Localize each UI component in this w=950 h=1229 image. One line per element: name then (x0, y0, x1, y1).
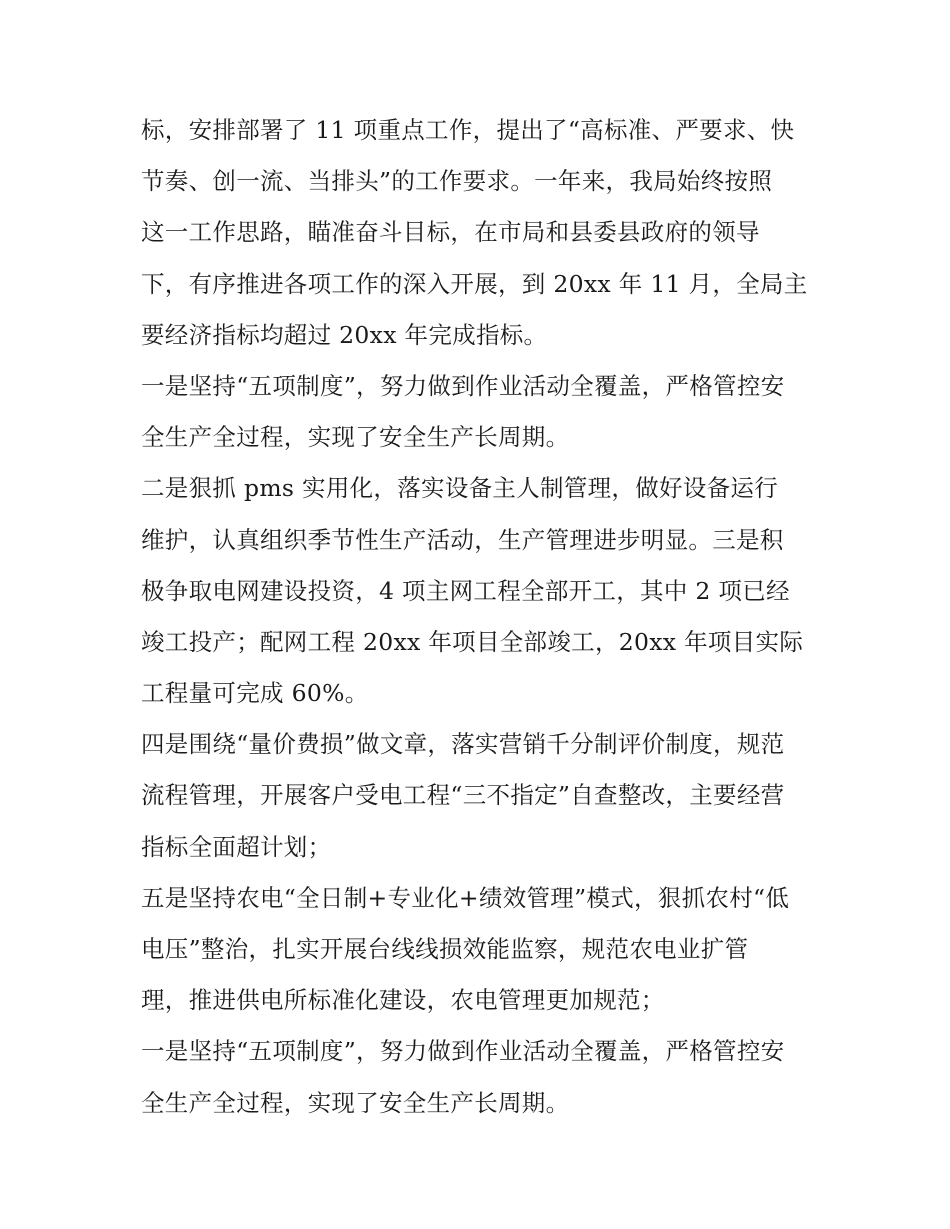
text-line: 一是坚持“五项制度”，努力做到作业活动全覆盖，严格管控安 (141, 1037, 785, 1066)
text-line: 全生产全过程，实现了安全生产长周期。 (141, 423, 570, 452)
text-line: 二是狠抓 pms 实用化，落实设备主人制管理，做好设备运行 (141, 474, 779, 503)
text-line: 一是坚持“五项制度”，努力做到作业活动全覆盖，严格管控安 (141, 371, 785, 400)
text-line: 下，有序推进各项工作的深入开展，到 20xx 年 11 月，全局主 (141, 269, 808, 298)
text-line: 极争取电网建设投资，4 项主网工程全部开工，其中 2 项已经 (141, 576, 790, 605)
text-line: 这一工作思路，瞄准奋斗目标，在市局和县委县政府的领导 (141, 218, 760, 247)
text-line: 流程管理，开展客户受电工程“三不指定”自查整改，主要经营 (141, 781, 785, 810)
text-line: 四是围绕“量价费损”做文章，落实营销千分制评价制度，规范 (141, 730, 785, 759)
text-line: 指标全面超计划； (141, 832, 332, 861)
text-line: 工程量可完成 60%。 (141, 679, 369, 708)
text-line: 全生产全过程，实现了安全生产长周期。 (141, 1088, 570, 1117)
text-line: 维护，认真组织季节性生产活动，生产管理进步明显。三是积 (141, 525, 784, 554)
text-line: 竣工投产；配网工程 20xx 年项目全部竣工，20xx 年项目实际 (141, 627, 804, 656)
text-line: 节奏、创一流、当排头”的工作要求。一年来，我局始终按照 (141, 167, 773, 196)
text-line: 标，安排部署了 11 项重点工作，提出了“高标准、严要求、快 (141, 116, 795, 144)
document-body (141, 105, 821, 1129)
text-line: 理，推进供电所标准化建设，农电管理更加规范； (141, 986, 665, 1015)
text-line: 五是坚持农电“全日制+专业化+绩效管理”模式，狠抓农村“低 (141, 883, 790, 912)
text-line: 要经济指标均超过 20xx 年完成指标。 (141, 320, 548, 349)
text-line: 电压”整治，扎实开展台线线损效能监察，规范农电业扩管 (141, 935, 749, 963)
